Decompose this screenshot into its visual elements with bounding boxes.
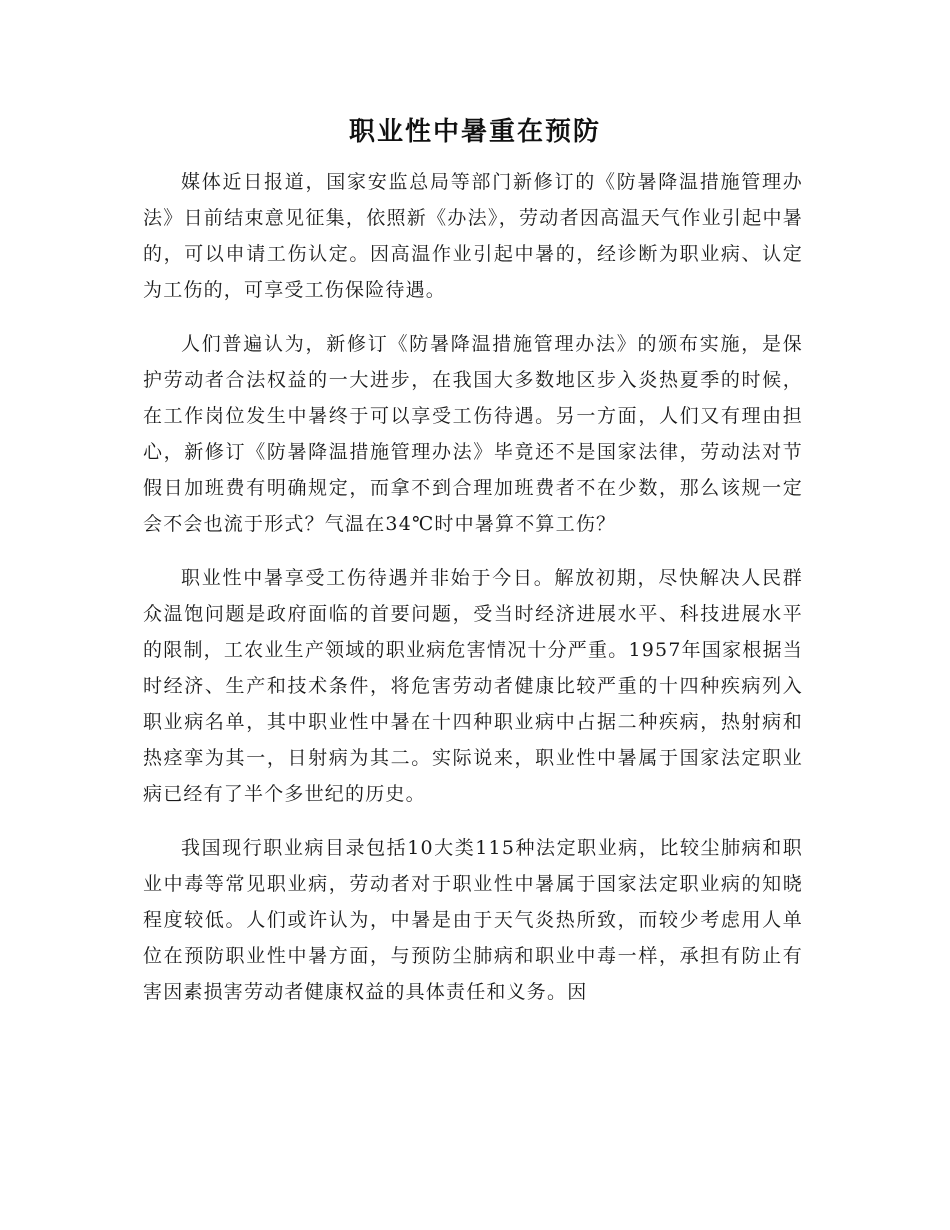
paragraph-1: 媒体近日报道，国家安监总局等部门新修订的《防暑降温措施管理办法》日前结束意见征集，依照新《办法》，劳动者因高温天气作业引起中暑的，可以申请工伤认定。因高温作业引起中暑的，经诊断为职业病、认定为工伤的，可享受工伤保险待遇。 (143, 171, 803, 301)
paragraph-2: 人们普遍认为，新修订《防暑降温措施管理办法》的颁布实施，是保护劳动者合法权益的一大进步，在我国大多数地区步入炎热夏季的时候，在工作岗位发生中暑终于可以享受工伤待遇。另一方面，人们又有理由担心，新修订《防暑降温措施管理办法》毕竟还不是国家法律，劳动法对节假日加班费有明确规定，而拿不到合理加班费者不在少数，那么该规一定会不会也流于形式？气温在34℃时中暑算不算工伤？ (143, 333, 803, 535)
document-title: 职业性中暑重在预防 (348, 117, 601, 147)
document-body (143, 164, 803, 1028)
paragraph-3: 职业性中暑享受工伤待遇并非始于今日。解放初期，尽快解决人民群众温饱问题是政府面临的首要问题，受当时经济进展水平、科技进展水平的限制，工农业生产领域的职业病危害情况十分严重。1957年国家根据当时经济、生产和技术条件，将危害劳动者健康比较严重的十四种疾病列入职业病名单，其中职业性中暑在十四种职业病中占据二种疾病，热射病和热痉挛为其一，日射病为其二。实际说来，职业性中暑属于国家法定职业病已经有了半个多世纪的历史。 (143, 567, 803, 805)
paragraph-4: 我国现行职业病目录包括10大类115种法定职业病，比较尘肺病和职业中毒等常见职业病，劳动者对于职业性中暑属于国家法定职业病的知晓程度较低。人们或许认为，中暑是由于天气炎热所致，而较少考虑用人单位在预防职业性中暑方面，与预防尘肺病和职业中毒一样，承担有防止有害因素损害劳动者健康权益的具体责任和义务。因 (143, 837, 803, 1003)
